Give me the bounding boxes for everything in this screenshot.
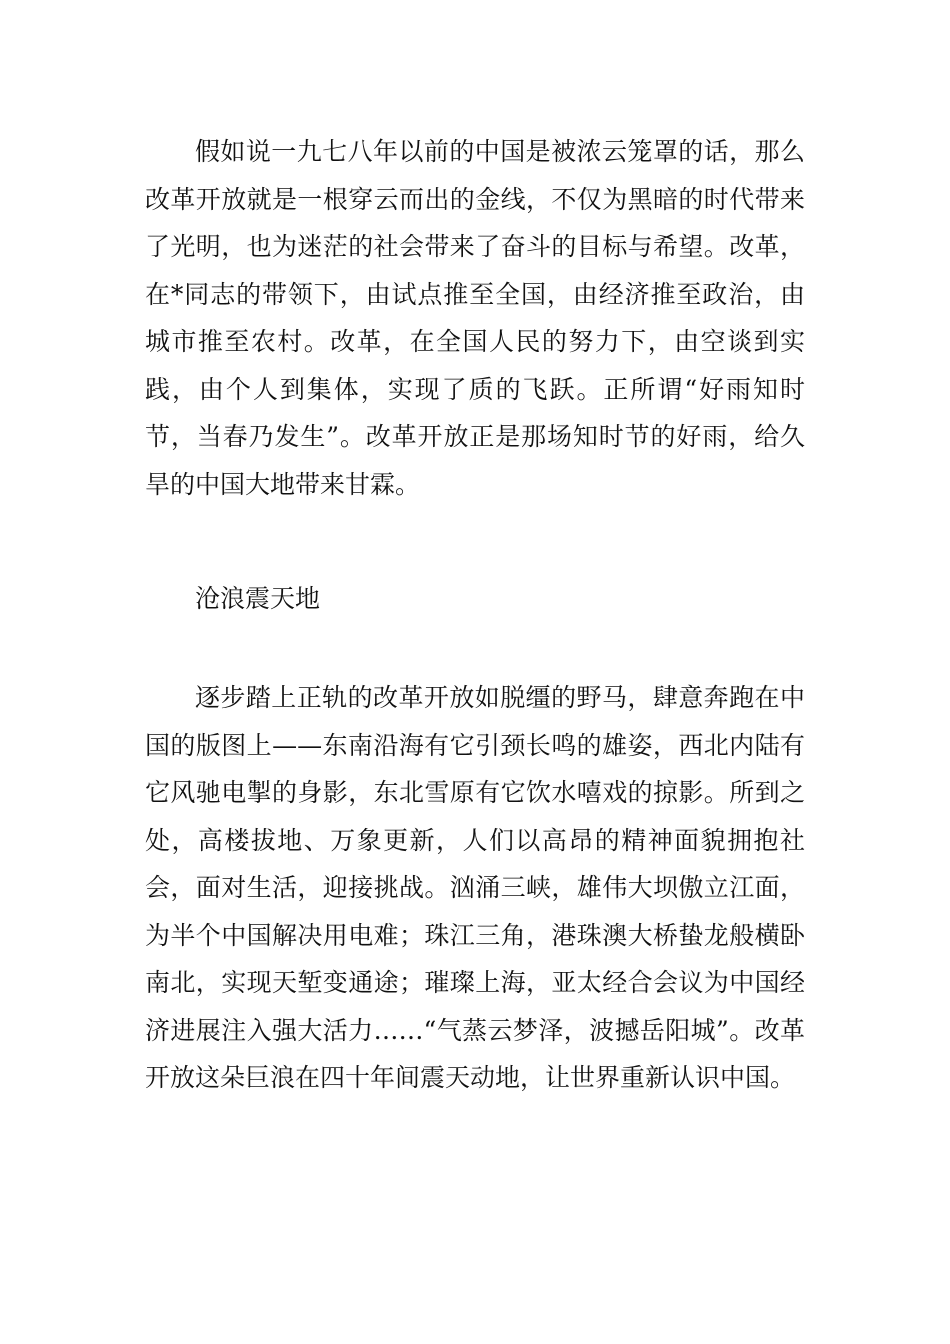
body-paragraph-1: 假如说一九七八年以前的中国是被浓云笼罩的话，那么改革开放就是一根穿云而出的金线，不仅为黑暗的时代带来了光明，也为迷茫的社会带来了奋斗的目标与希望。改革，在*同志的带领下，由试点推至全国，由经济推至政治，由城市推至农村。改革，在全国人民的努力下，由空谈到实践，由个人到集体，实现了质的飞跃。正所谓“好雨知时节，当春乃发生”。改革开放正是那场知时节的好雨，给久旱的中国大地带来甘霖。 <box>145 137 805 499</box>
section-heading: 沧浪震天地 <box>195 584 321 613</box>
body-paragraph-2: 逐步踏上正轨的改革开放如脱缰的野马，肆意奔跑在中国的版图上——东南沿海有它引颈长鸣的雄姿，西北内陆有它风驰电掣的身影，东北雪原有它饮水嘻戏的掠影。所到之处，高楼拔地、万象更新，人们以高昂的精神面貌拥抱社会，面对生活，迎接挑战。汹涌三峡，雄伟大坝傲立江面，为半个中国解决用电难；珠江三角，港珠澳大桥蛰龙般横卧南北，实现天堑变通途；璀璨上海，亚太经合会议为中国经济进展注入强大活力……“气蒸云梦泽，波撼岳阳城”。改革开放这朵巨浪在四十年间震天动地，让世界重新认识中国。 <box>145 683 805 1092</box>
